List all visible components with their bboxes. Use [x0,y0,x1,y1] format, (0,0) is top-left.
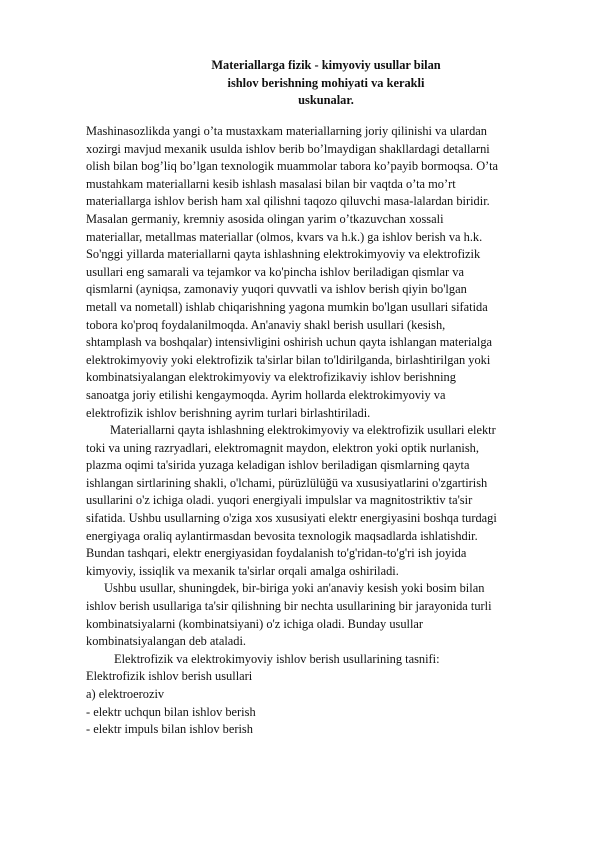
text-line: ishlangan sirtlarining shakli, o'lchami, pürüzlülüğü va xususiyatlarini o'zgartirish [86,475,488,490]
text-line: Bundan tashqari, elektr energiyasidan foydalanish to'g'ridan-to'g'ri ish joyida [86,546,467,561]
document-title [86,57,566,110]
text-line: olish bilan bog’liq bo’lgan texnologik muammolar tabora ko’payib bormoqsa. O’ta [86,159,499,174]
text-line: shtamplash va boshqalar) intensivligini oshirish uchun qayta ishlangan materialga [86,335,493,350]
text-line: Ushbu usullar, shuningdek, bir-biriga yoki an'anaviy kesish yoki bosim bilan [104,581,485,596]
text-line: - elektr uchqun bilan ishlov berish [86,704,256,719]
text-line: materiallarga ishlov berish ham xal qilishni taqozo qiluvchi masa-lalardan biridir. [86,194,490,209]
text-line: kimyoviy, issiqlik va mexanik ta'sirlar orqali amalga oshiriladi. [86,563,399,578]
text-line: a) elektroeroziv [86,687,165,701]
text-line: So'nggi yillarda materiallarni qayta ishlashning elektrokimyoviy va elektrofizik [86,247,481,262]
text-line: sanoatga joriy etilishi kengaymoqda. Ayrim hollarda elektrokimyoviy va [86,387,446,402]
text-line: elektrofizik ishlov berishning ayrim turlari birlashtiriladi. [86,405,371,420]
text-line: usullarini o'z ichiga oladi. yuqori energiyali impulslar va magnitostriktiv ta'sir [86,493,473,508]
text-line: - elektr impuls bilan ishlov berish [86,722,253,737]
text-line: kombinatsiyalangan deb ataladi. [86,634,246,649]
text-line: sifatida. Ushbu usullarning o'ziga xos xususiyati elektr energiyasini boshqa turdagi [86,511,497,526]
text-line: qismlarni (ayniqsa, zamonaviy yuqori quvvatli va ishlov berish qiyin bo'lgan [86,282,467,297]
text-line: materiallar, metallmas materiallar (olmos, kvars va h.k.) ga ishlov berish va h.k. [86,229,483,244]
text-line: mustahkam materiallarni kesib ishlash masalasi bilan bir vaqtda o’ta mo’rt [86,176,456,191]
text-line: toki va uning razryadlari, elektromagnit maydon, elektron yoki optik nurlanish, [86,440,479,455]
text-line: kombinatsiyalangan elektrokimyoviy va elektrofizikaviy ishlov berishning [86,370,456,385]
text-line: elektrokimyoviy yoki elektrofizik ta'sirlar bilan to'ldirilganda, birlashtirilgan yoki [86,352,491,367]
text-line: kombinatsiyalarni (kombinatsiyani) o'z ichiga oladi. Bunday usullar [86,616,424,631]
title-line: ishlov berishning mohiyati va kerakli [227,75,425,90]
title-line: Materiallarga fizik - kimyoviy usullar bilan [211,58,441,72]
text-line: Masalan germaniy, kremniy asosida olingan yarim o’tkazuvchan xossali [86,211,444,226]
text-line: xozirgi mavjud mexanik usulda ishlov berib bo’lmaydigan shakllardagi detallarni [86,141,490,156]
text-line: tobora ko'proq foydalanilmoqda. An'anaviy shakl berish usullari (kesish, [86,317,446,332]
text-line: Elektrofizik ishlov berish usullari [86,669,253,684]
text-line: ishlov berish usullariga ta'sir qilishning bir nechta usullarining bir jarayonida turli [86,599,492,614]
text-line: usullari eng samarali va tejamkor va ko'pincha ishlov beriladigan qismlar va [86,264,464,279]
text-line: Mashinasozlikda yangi o’ta mustaxkam materiallarning joriy qilinishi va ulardan [86,124,487,138]
text-line: plazma oqimi ta'sirida yuzaga keladigan ishlov beriladigan qismlarning qayta [86,458,470,473]
text-line: Elektrofizik va elektrokimyoviy ishlov berish usullarining tasnifi: [114,651,440,666]
title-line: uskunalar. [298,93,354,108]
document-body [86,123,566,739]
text-line: metall va nometall) ishlab chiqarishning yagona mumkin bo'lgan usullari sifatida [86,299,488,314]
text-line: Materiallarni qayta ishlashning elektrokimyoviy va elektrofizik usullari elektr [110,423,496,438]
text-line: energiyaga oraliq aylantirmasdan bevosita texnologik maqsadlarda ishlatishdir. [86,528,478,543]
